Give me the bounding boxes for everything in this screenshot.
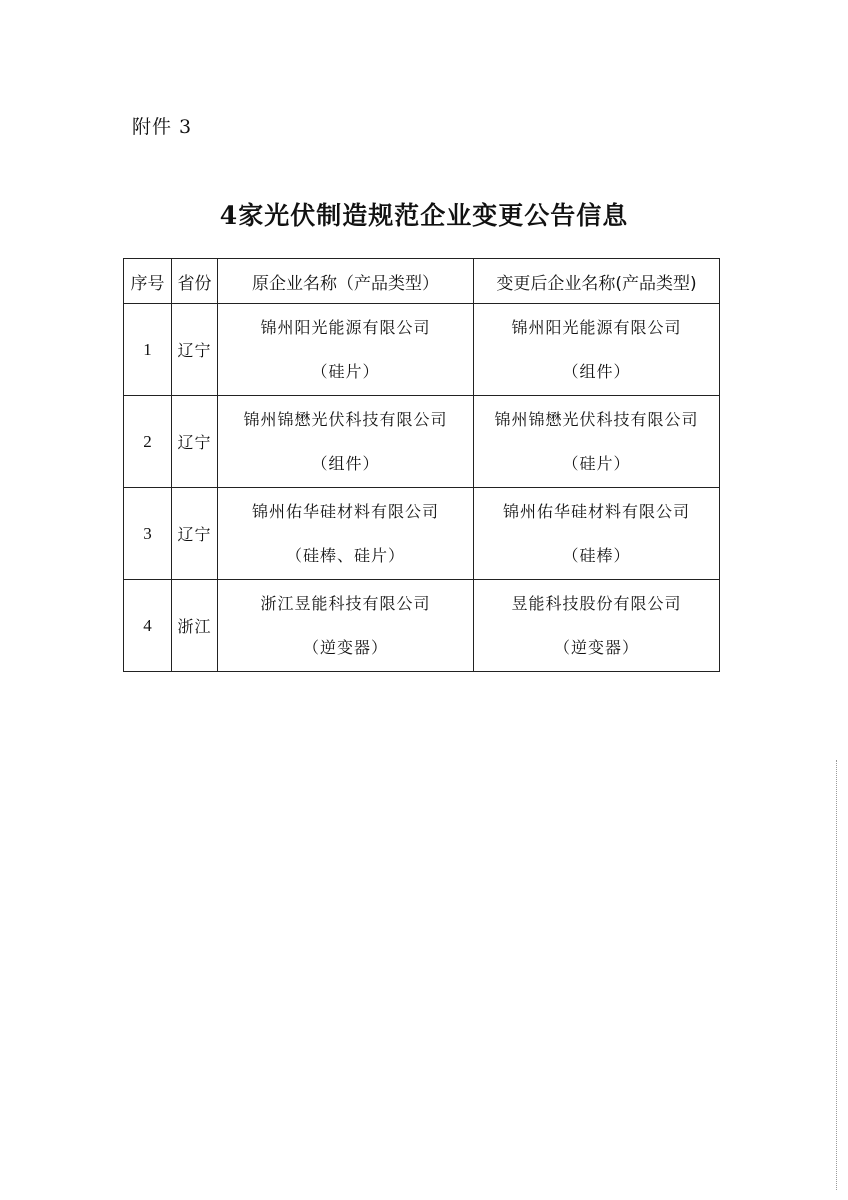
new-product-type: （硅棒） — [562, 545, 631, 565]
original-company-name: 浙江昱能科技有限公司 — [260, 593, 431, 613]
document-title: 4家光伏制造规范企业变更公告信息 — [219, 201, 629, 230]
row-seq: 3 — [124, 488, 172, 580]
table-row — [124, 488, 720, 580]
original-company-name: 锦州锦懋光伏科技有限公司 — [243, 409, 448, 429]
attachment-label: 附件 3 — [132, 116, 193, 138]
header-seq: 序号 — [124, 259, 172, 304]
original-company-name: 锦州佑华硅材料有限公司 — [251, 501, 439, 521]
header-original-name: 原企业名称（产品类型） — [218, 259, 474, 304]
row-changed — [474, 396, 720, 488]
row-seq: 4 — [124, 580, 172, 672]
row-original — [218, 304, 474, 396]
change-table-container — [123, 258, 719, 672]
table-row — [124, 396, 720, 488]
row-seq: 2 — [124, 396, 172, 488]
header-province: 省份 — [172, 259, 218, 304]
header-changed-name: 变更后企业名称(产品类型) — [474, 259, 720, 304]
table-row — [124, 580, 720, 672]
new-product-type: （硅片） — [562, 453, 631, 473]
row-original — [218, 396, 474, 488]
original-product-type: （硅棒、硅片） — [285, 545, 405, 565]
row-changed — [474, 488, 720, 580]
row-original — [218, 580, 474, 672]
row-original — [218, 488, 474, 580]
row-seq: 1 — [124, 304, 172, 396]
new-company-name: 锦州锦懋光伏科技有限公司 — [494, 409, 699, 429]
new-product-type: （逆变器） — [553, 637, 639, 657]
row-province: 辽宁 — [172, 304, 218, 396]
original-product-type: （逆变器） — [302, 637, 388, 657]
change-table — [123, 258, 720, 672]
scan-edge-line — [836, 760, 838, 1190]
row-changed — [474, 304, 720, 396]
row-province: 浙江 — [172, 580, 218, 672]
new-product-type: （组件） — [562, 361, 631, 381]
new-company-name: 锦州佑华硅材料有限公司 — [502, 501, 690, 521]
new-company-name: 昱能科技股份有限公司 — [511, 593, 682, 613]
new-company-name: 锦州阳光能源有限公司 — [511, 317, 682, 337]
original-company-name: 锦州阳光能源有限公司 — [260, 317, 431, 337]
original-product-type: （组件） — [311, 453, 380, 473]
row-province: 辽宁 — [172, 396, 218, 488]
row-changed — [474, 580, 720, 672]
table-row — [124, 304, 720, 396]
row-province: 辽宁 — [172, 488, 218, 580]
original-product-type: （硅片） — [311, 361, 380, 381]
table-header-row — [124, 259, 720, 304]
